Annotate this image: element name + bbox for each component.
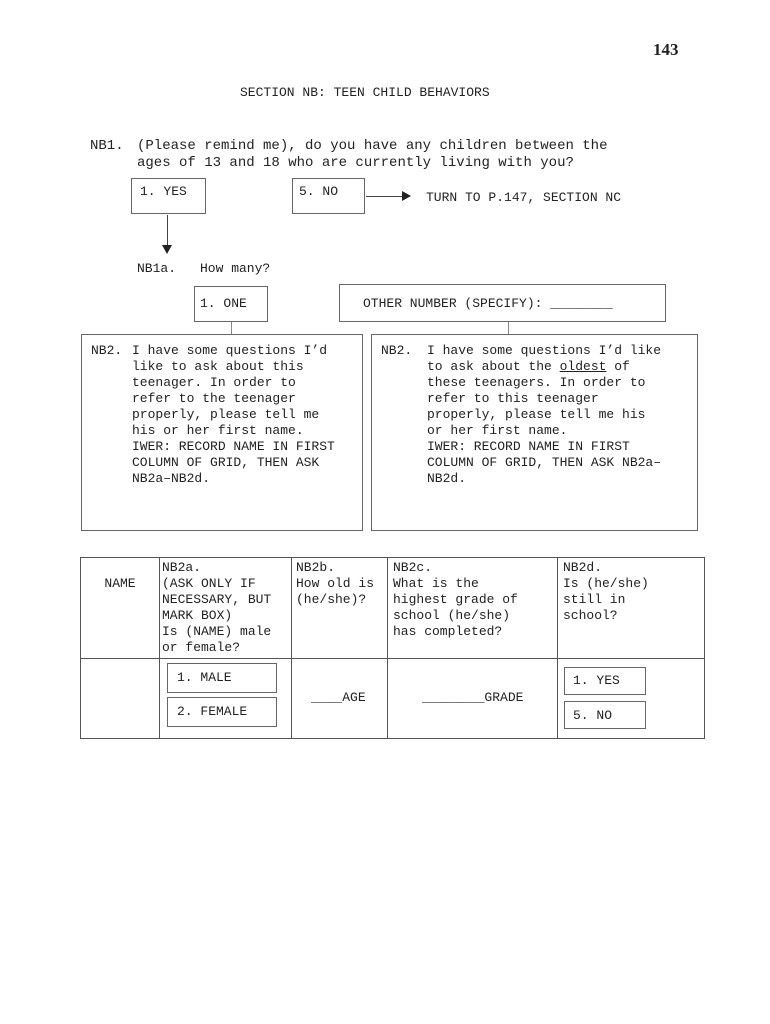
nb1-yes-label: 1. YES bbox=[140, 184, 187, 199]
nb2-one-line: like to ask about this bbox=[132, 359, 304, 374]
nb2c-header: NB2c. What is the highest grade of school (he/she) has completed? bbox=[393, 560, 518, 639]
nb1-label: NB1. bbox=[90, 138, 124, 154]
nb2-one-label: NB2. bbox=[91, 343, 123, 358]
nb2-one-text bbox=[132, 343, 335, 487]
nb1a-question: How many? bbox=[200, 261, 271, 276]
nb2b-header: NB2b. How old is (he/she)? bbox=[296, 560, 375, 607]
nb2-one-teen-box bbox=[81, 334, 363, 531]
grid-header-nb2b bbox=[292, 558, 388, 659]
nb1-question-line1: (Please remind me), do you have any children between the bbox=[137, 138, 608, 154]
nb2-one-line: NB2a–NB2d. bbox=[132, 471, 211, 486]
grade-field[interactable] bbox=[422, 690, 523, 706]
nb2-one-line: I have some questions I’d bbox=[132, 343, 328, 358]
grid-header-row bbox=[81, 558, 705, 659]
grid-header-nb2a bbox=[160, 558, 292, 659]
age-blank: ____ bbox=[311, 690, 343, 705]
still-in-school-no-checkbox[interactable] bbox=[564, 701, 646, 729]
skip-arrow-head-icon bbox=[402, 191, 411, 201]
section-title: SECTION NB: TEEN CHILD BEHAVIORS bbox=[240, 85, 490, 100]
nb2-other-line: COLUMN OF GRID, THEN ASK NB2a– bbox=[427, 455, 662, 470]
nb2-other-label: NB2. bbox=[381, 343, 413, 358]
grade-label: GRADE bbox=[484, 690, 524, 705]
nb1-no-checkbox[interactable] bbox=[292, 178, 365, 214]
nb2-one-line: COLUMN OF GRID, THEN ASK bbox=[132, 455, 320, 470]
name-header: NAME bbox=[104, 576, 136, 591]
age-label: AGE bbox=[342, 690, 366, 705]
yes-arrow-line bbox=[167, 215, 168, 247]
nb2-other-line2-post: of bbox=[606, 359, 630, 374]
male-checkbox[interactable] bbox=[167, 663, 277, 693]
grid-answer-row bbox=[81, 659, 705, 739]
nb2c-answer-cell[interactable] bbox=[388, 659, 558, 739]
nb2-other-line: properly, please tell me his bbox=[427, 407, 646, 422]
nb2-other-line-emphasis bbox=[427, 359, 661, 375]
nb1a-label: NB1a. bbox=[137, 261, 177, 276]
female-label: 2. FEMALE bbox=[177, 704, 248, 719]
nb2-other-line: refer to this teenager bbox=[427, 391, 599, 406]
nb2-other-line: NB2d. bbox=[427, 471, 467, 486]
nb2-one-line: IWER: RECORD NAME IN FIRST bbox=[132, 439, 335, 454]
grid-header-nb2d bbox=[558, 558, 705, 659]
teen-grid bbox=[80, 557, 705, 739]
nb2-other-line: or her first name. bbox=[427, 423, 568, 438]
age-field[interactable] bbox=[311, 690, 366, 706]
oldest-emphasis: oldest bbox=[559, 359, 607, 374]
grid-header-nb2c bbox=[388, 558, 558, 659]
yes-arrow-head-icon bbox=[162, 245, 172, 254]
nb1-question-line2: ages of 13 and 18 who are currently living with you? bbox=[137, 155, 574, 171]
nb2d-header: NB2d. Is (he/she) still in school? bbox=[563, 560, 649, 623]
nb2d-answer-cell bbox=[558, 659, 705, 739]
nb2-other-line2-pre: to ask about the bbox=[427, 359, 560, 374]
nb1a-other-number-field[interactable] bbox=[339, 284, 666, 322]
nb2-one-line: his or her first name. bbox=[132, 423, 304, 438]
nb2-other-line: IWER: RECORD NAME IN FIRST bbox=[427, 439, 630, 454]
nb2-one-line: refer to the teenager bbox=[132, 391, 296, 406]
still-in-school-yes-checkbox[interactable] bbox=[564, 667, 646, 695]
female-checkbox[interactable] bbox=[167, 697, 277, 727]
grid-header-name bbox=[81, 558, 160, 659]
nb1a-one-checkbox[interactable] bbox=[194, 286, 268, 322]
nb1-skip-instruction: TURN TO P.147, SECTION NC bbox=[426, 190, 622, 205]
nb2-other-line: these teenagers. In order to bbox=[427, 375, 646, 390]
nb1-yes-checkbox[interactable] bbox=[131, 178, 206, 214]
nb1-no-label: 5. NO bbox=[299, 184, 339, 199]
nb2a-answer-cell bbox=[160, 659, 292, 739]
nb1a-other-label: OTHER NUMBER (SPECIFY): ________ bbox=[363, 296, 613, 311]
still-in-school-yes-label: 1. YES bbox=[573, 673, 620, 688]
nb1a-one-label: 1. ONE bbox=[200, 296, 247, 311]
nb2-other-teens-box bbox=[371, 334, 698, 531]
nb2-other-line: I have some questions I’d like bbox=[427, 343, 662, 358]
nb2a-header: NB2a. (ASK ONLY IF NECESSARY, BUT MARK BOX) Is (NAME) male or female? bbox=[162, 560, 272, 655]
name-entry-cell[interactable] bbox=[81, 659, 160, 739]
page-number: 143 bbox=[653, 40, 679, 59]
still-in-school-no-label: 5. NO bbox=[573, 708, 613, 723]
nb2-one-line: teenager. In order to bbox=[132, 375, 296, 390]
nb2-one-line: properly, please tell me bbox=[132, 407, 320, 422]
grade-blank: ________ bbox=[422, 690, 485, 705]
skip-arrow-line bbox=[366, 196, 402, 197]
nb2-other-text bbox=[427, 343, 661, 487]
male-label: 1. MALE bbox=[177, 670, 232, 685]
nb2b-answer-cell[interactable] bbox=[292, 659, 388, 739]
